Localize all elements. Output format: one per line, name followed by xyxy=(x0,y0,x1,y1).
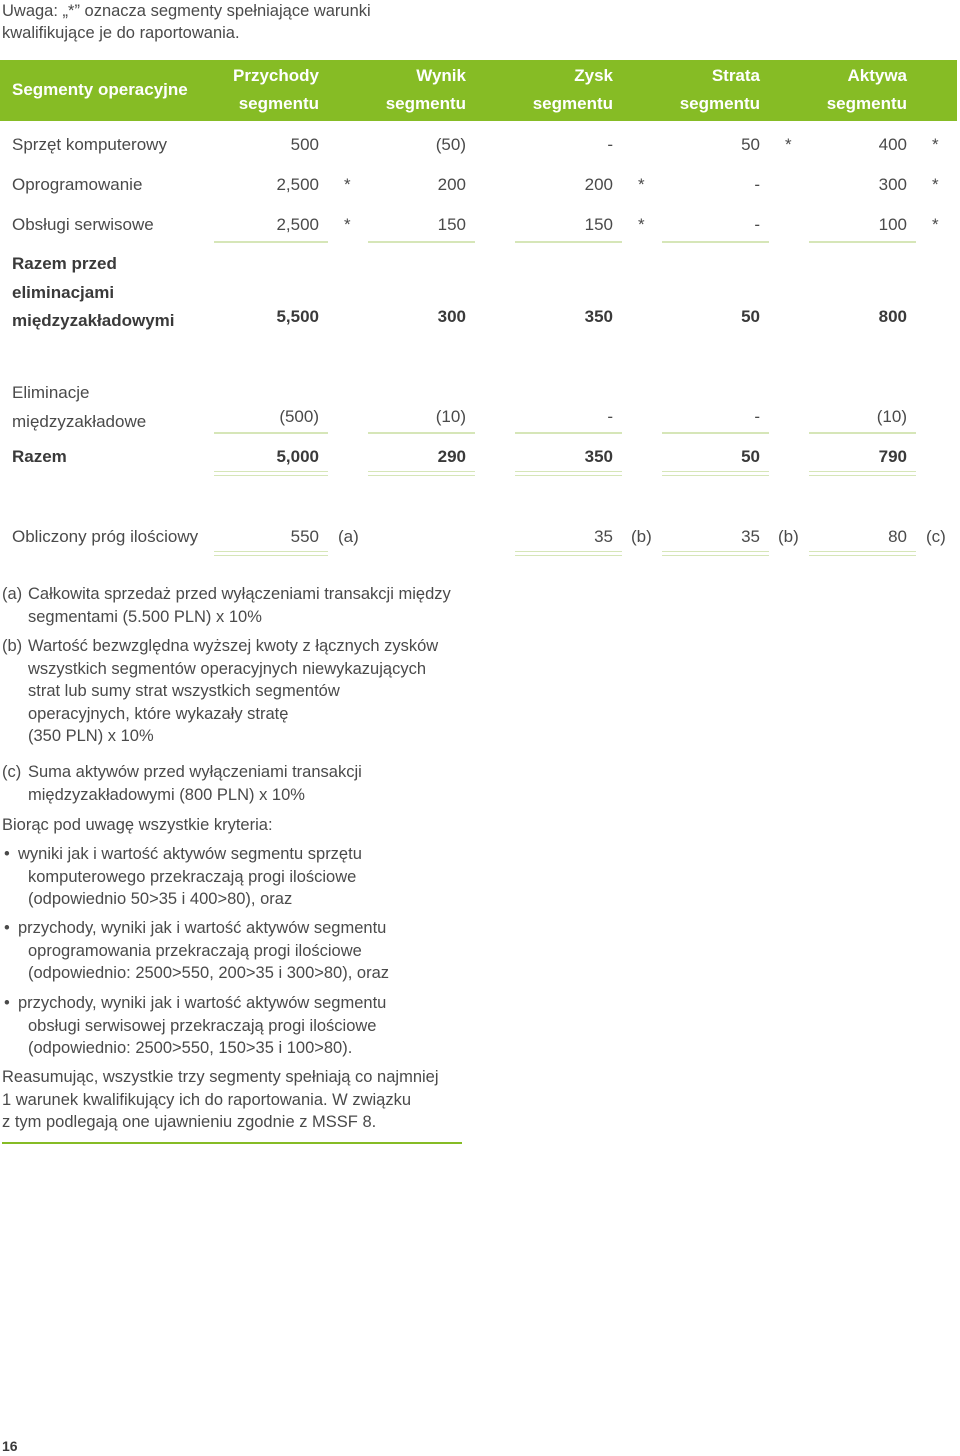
eliminations-value: - xyxy=(607,407,613,426)
bullet-item xyxy=(2,992,472,1060)
header-profit xyxy=(500,62,613,118)
qualify-mark: * xyxy=(932,175,939,194)
subtotal-label xyxy=(12,250,175,336)
bullet-line: oprogramowania przekraczają progi ilościowe xyxy=(28,941,362,960)
row-value: 2,500 xyxy=(276,215,319,234)
bullet-item xyxy=(2,917,472,985)
bullet-line: obsługi serwisowej przekraczają progi ilościowe xyxy=(28,1016,377,1035)
conclusion-line: Reasumując, wszystkie trzy segmenty spełniają co najmniej xyxy=(2,1068,439,1086)
eliminations-label-line1: Eliminacje xyxy=(12,383,90,402)
subtotal-label-line2: eliminacjami xyxy=(12,282,115,302)
header-result-line2: segmentu xyxy=(385,94,466,113)
row-value: 150 xyxy=(437,215,466,234)
qualify-mark: * xyxy=(344,215,351,234)
double-rule xyxy=(515,471,622,476)
double-rule xyxy=(809,551,916,556)
eliminations-value: - xyxy=(754,407,760,426)
row-value: - xyxy=(607,135,613,154)
subtotal-value: 300 xyxy=(437,307,466,326)
footnote-ref: (b) xyxy=(778,527,799,546)
footnote-ref: (b) xyxy=(631,527,652,546)
footnote-key: (c) xyxy=(2,763,22,781)
footnote-line: Suma aktywów przed wyłączeniami transakcji xyxy=(28,763,362,781)
double-rule xyxy=(368,471,475,476)
eliminations-value: (500) xyxy=(279,407,319,426)
header-assets-line2: segmentu xyxy=(826,94,907,113)
total-value: 350 xyxy=(584,447,613,466)
footnote-ref: (a) xyxy=(338,527,359,546)
subtotal-value: 350 xyxy=(584,307,613,326)
row-value: 300 xyxy=(878,175,907,194)
double-rule xyxy=(515,551,622,556)
footnote-line: strat lub sumy strat wszystkich segmentów xyxy=(28,682,340,700)
double-rule xyxy=(662,471,769,476)
header-profit-line1: Zysk xyxy=(574,66,613,85)
row-value: 500 xyxy=(290,135,319,154)
column-rule xyxy=(368,241,475,243)
footnote-line: (350 PLN) x 10% xyxy=(28,727,154,745)
subtotal-label-line1: Razem przed xyxy=(12,254,117,273)
threshold-value: 550 xyxy=(290,527,319,546)
header-loss xyxy=(650,62,760,118)
qualify-mark: * xyxy=(932,215,939,234)
bullet-line: (odpowiednio 50>35 i 400>80), oraz xyxy=(28,890,293,908)
row-value: 200 xyxy=(584,175,613,194)
footnote-line: międzyzakładowymi (800 PLN) x 10% xyxy=(28,785,305,804)
header-assets xyxy=(800,62,907,118)
footnote-c xyxy=(2,761,482,806)
column-rule xyxy=(809,241,916,243)
column-rule xyxy=(662,241,769,243)
bullet-line: wyniki jak i wartość aktywów segmentu sprzętu xyxy=(18,845,362,863)
conclusion-line: z tym podlegają one ujawnieniu zgodnie z MSSF 8. xyxy=(2,1113,377,1131)
footnote-key: (a) xyxy=(2,585,23,603)
qualify-mark: * xyxy=(344,175,351,194)
threshold-value: 35 xyxy=(594,527,613,546)
conclusion-line: 1 warunek kwalifikujący ich do raportowania. W związku xyxy=(2,1090,412,1109)
bullet-line: (odpowiednio: 2500>550, 200>35 i 300>80), oraz xyxy=(28,964,389,982)
subtotal-value: 50 xyxy=(741,307,760,326)
row-value: 400 xyxy=(878,135,907,154)
column-rule xyxy=(214,241,328,243)
qualify-mark: * xyxy=(638,175,645,194)
bullet-icon: • xyxy=(4,845,10,863)
total-value: 290 xyxy=(437,447,466,466)
eliminations-value: (10) xyxy=(876,407,907,426)
bullet-line: komputerowego przekraczają progi ilościowe xyxy=(28,867,357,886)
section-end-rule xyxy=(2,1142,462,1144)
footnote-line: segmentami (5.500 PLN) x 10% xyxy=(28,607,262,626)
footnote-line: Całkowita sprzedaż przed wyłączeniami transakcji między xyxy=(28,585,451,603)
total-value: 790 xyxy=(878,447,907,466)
bullet-icon: • xyxy=(4,994,10,1012)
row-label: Obsługi serwisowe xyxy=(12,215,154,234)
header-revenue xyxy=(200,62,319,118)
subtotal-value: 5,500 xyxy=(276,307,319,326)
row-value: (50) xyxy=(435,135,466,154)
double-rule xyxy=(662,551,769,556)
footnote-ref: (c) xyxy=(926,527,946,546)
eliminations-label-line2: międzyzakładowe xyxy=(12,411,147,431)
qualify-mark: * xyxy=(638,215,645,234)
header-loss-line2: segmentu xyxy=(679,94,760,113)
row-value: 50 xyxy=(741,135,760,154)
header-result-line1: Wynik xyxy=(416,66,466,85)
subtotal-value: 800 xyxy=(878,307,907,326)
bullet-line: przychody, wyniki jak i wartość aktywów segmentu xyxy=(18,919,387,937)
row-value: 150 xyxy=(584,215,613,234)
header-segments: Segmenty operacyjne xyxy=(12,80,188,99)
double-rule xyxy=(214,471,328,476)
row-label: Oprogramowanie xyxy=(12,175,143,194)
criteria-intro: Biorąc pod uwagę wszystkie kryteria: xyxy=(2,816,273,834)
header-revenue-line2: segmentu xyxy=(238,94,319,113)
note-line-2: kwalifikujące je do raportowania. xyxy=(2,24,240,42)
header-profit-line2: segmentu xyxy=(532,94,613,113)
column-rule xyxy=(214,432,328,434)
footnote-line: operacyjnych, które wykazały stratę xyxy=(28,704,289,723)
qualify-mark: * xyxy=(932,135,939,154)
eliminations-value: (10) xyxy=(435,407,466,426)
eliminations-label xyxy=(12,379,146,436)
total-label: Razem xyxy=(12,447,67,466)
bullet-item xyxy=(2,843,472,911)
threshold-value: 35 xyxy=(741,527,760,546)
table-header xyxy=(0,60,957,121)
total-value: 5,000 xyxy=(276,447,319,466)
column-rule xyxy=(515,241,622,243)
bullet-icon: • xyxy=(4,919,10,937)
row-value: - xyxy=(754,175,760,194)
threshold-value: 80 xyxy=(888,527,907,546)
column-rule xyxy=(809,432,916,434)
footnote-line: Wartość bezwzględna wyższej kwoty z łącznych zysków xyxy=(28,637,439,655)
conclusion xyxy=(2,1066,472,1134)
double-rule xyxy=(214,551,328,556)
row-value: 2,500 xyxy=(276,175,319,194)
row-label: Sprzęt komputerowy xyxy=(12,135,167,154)
header-revenue-line1: Przychody xyxy=(233,66,319,85)
column-rule xyxy=(368,432,475,434)
bullet-line: przychody, wyniki jak i wartość aktywów segmentu xyxy=(18,994,387,1012)
threshold-label: Obliczony próg ilościowy xyxy=(12,527,199,546)
footnote-a xyxy=(2,583,482,628)
header-loss-line1: Strata xyxy=(711,66,760,85)
column-rule xyxy=(515,432,622,434)
footnote-b xyxy=(2,635,482,748)
page-number: 16 xyxy=(2,1438,18,1454)
total-value: 50 xyxy=(741,447,760,466)
note xyxy=(2,0,422,44)
qualify-mark: * xyxy=(785,135,792,154)
subtotal-label-line3: międzyzakładowymi xyxy=(12,311,175,330)
header-assets-line1: Aktywa xyxy=(847,66,907,85)
column-rule xyxy=(662,432,769,434)
row-value: 100 xyxy=(878,215,907,234)
header-result xyxy=(350,62,466,118)
bullet-line: (odpowiednio: 2500>550, 150>35 i 100>80). xyxy=(28,1039,353,1057)
double-rule xyxy=(809,471,916,476)
row-value: 200 xyxy=(437,175,466,194)
note-line-1: Uwaga: „*” oznacza segmenty spełniające warunki xyxy=(2,2,371,20)
footnote-key: (b) xyxy=(2,637,23,655)
row-value: - xyxy=(754,215,760,234)
footnote-line: wszystkich segmentów operacyjnych niewykazujących xyxy=(28,659,426,678)
